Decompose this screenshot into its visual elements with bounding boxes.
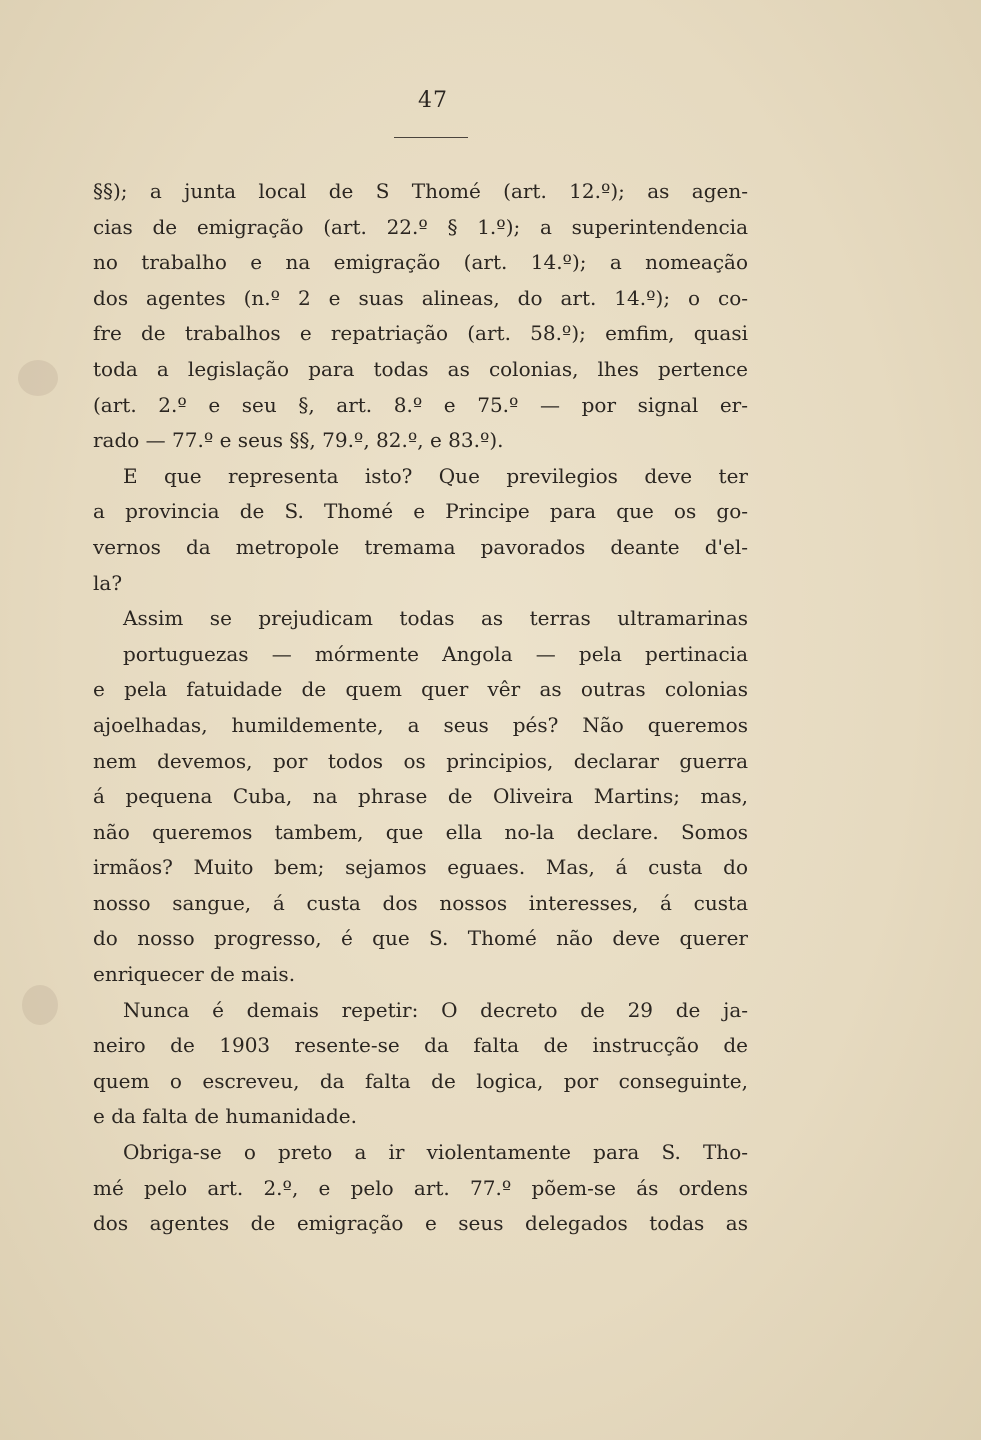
- text-line: enriquecer de mais.: [93, 962, 296, 987]
- text-line: (art. 2.º e seu §, art. 8.º e 75.º — por signal er-: [93, 392, 748, 417]
- text-line: la?: [93, 570, 123, 595]
- text-line: portuguezas — mórmente Angola — pela pertinacia: [123, 641, 748, 666]
- text-line: a provincia de S. Thomé e Principe para que os go-: [93, 499, 748, 524]
- text-line: vernos da metropole tremama pavorados deante d'el-: [93, 534, 748, 559]
- text-line: Nunca é demais repetir: O decreto de 29 de ja-: [123, 997, 748, 1022]
- page-number: 47: [418, 88, 448, 113]
- text-line: á pequena Cuba, na phrase de Oliveira Martins; mas,: [93, 784, 748, 809]
- text-line: não queremos tambem, que ella no-la declare. Somos: [93, 819, 748, 844]
- text-line: no trabalho e na emigração (art. 14.º); a nomeação: [93, 250, 748, 275]
- text-line: neiro de 1903 resente-se da falta de instrucção de: [93, 1033, 748, 1058]
- text-line: §§); a junta local de S Thomé (art. 12.º); as agen-: [93, 179, 748, 203]
- text-line: e pela fatuidade de quem quer vêr as outras colonias: [93, 677, 748, 702]
- text-line: e da falta de humanidade.: [93, 1104, 357, 1129]
- text-line: do nosso progresso, é que S. Thomé não deve querer: [93, 926, 748, 951]
- text-line: nosso sangue, á custa dos nossos interesses, á custa: [93, 890, 748, 915]
- margin-stain-bottom: [22, 985, 58, 1025]
- body-text: [93, 174, 748, 1242]
- text-line: Assim se prejudicam todas as terras ultramarinas: [123, 606, 748, 631]
- text-line: Obriga-se o preto a ir violentamente para S. Tho-: [123, 1140, 748, 1165]
- text-line: mé pelo art. 2.º, e pelo art. 77.º põem-se ás ordens: [93, 1175, 748, 1200]
- margin-stain-top: [18, 360, 58, 396]
- text-line: dos agentes de emigração e seus delegados todas as: [93, 1211, 748, 1236]
- header-rule: [394, 137, 468, 138]
- text-line: irmãos? Muito bem; sejamos eguaes. Mas, á custa do: [93, 855, 748, 880]
- text-line: E que representa isto? Que previlegios deve ter: [123, 463, 748, 488]
- text-line: rado — 77.º e seus §§, 79.º, 82.º, e 83.º).: [93, 428, 504, 453]
- text-line: fre de trabalhos e repatriação (art. 58.º); emfim, quasi: [93, 321, 748, 346]
- text-line: nem devemos, por todos os principios, declarar guerra: [93, 748, 748, 773]
- text-line: cias de emigração (art. 22.º § 1.º); a superintendencia: [93, 214, 748, 239]
- text-line: ajoelhadas, humildemente, a seus pés? Não queremos: [93, 712, 748, 737]
- text-line: toda a legislação para todas as colonias, lhes pertence: [93, 356, 748, 381]
- text-line: dos agentes (n.º 2 e suas alineas, do art. 14.º); o co-: [93, 285, 748, 310]
- text-line: quem o escreveu, da falta de logica, por conseguinte,: [93, 1068, 748, 1093]
